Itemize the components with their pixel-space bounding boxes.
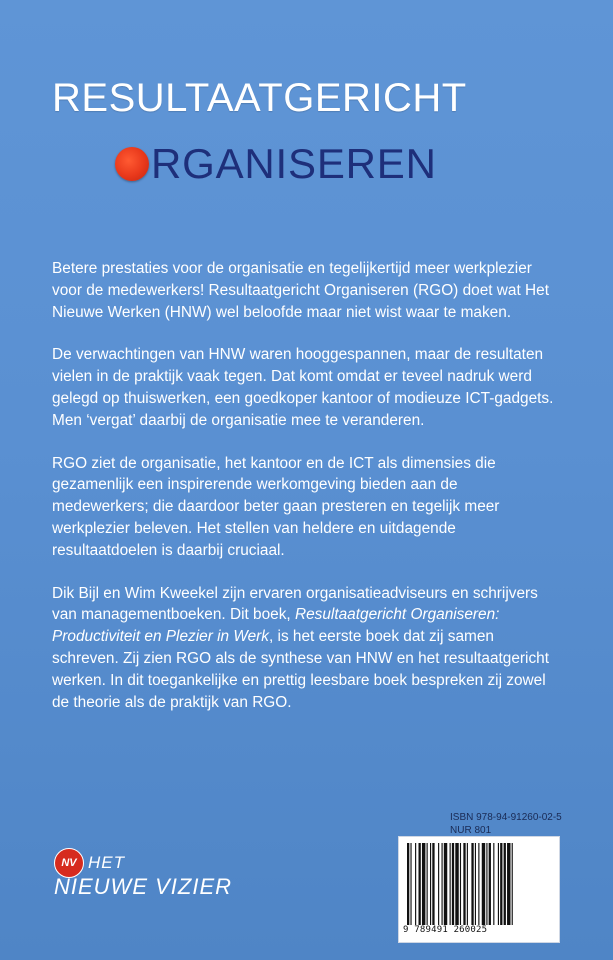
barcode-stripe xyxy=(455,843,458,925)
barcode-stripe xyxy=(430,843,431,925)
barcode-stripe xyxy=(512,843,513,925)
barcode-stripe xyxy=(478,843,479,925)
barcode-stripe xyxy=(498,843,499,925)
blurb-paragraph-3: RGO ziet de organisatie, het kantoor en de ICT als dimensies die gezamenlijk een inspirerende werkomgeving bieden aan de medewerkers; die daardoor beter gaan presteren en tegelijk meer werkplezier beleven. Het stellen van heldere en uitdagende resultaatdoelen is daarbij cruciaal. xyxy=(52,454,500,559)
barcode-stripe xyxy=(475,843,476,925)
barcode-stripe xyxy=(486,843,487,925)
publisher-het: HET xyxy=(88,853,125,872)
barcode-stripe xyxy=(407,843,409,925)
barcode-stripe xyxy=(427,843,428,925)
isbn-block xyxy=(450,811,562,837)
blurb-paragraph-1: Betere prestaties voor de organisatie en tegelijkertijd meer werkplezier voor de medewerkers! Resultaatgericht Organiseren (RGO) doet wat Het Nieuwe Werken (HNW) wel beloofde maar niet wist waar te maken. xyxy=(52,260,549,321)
barcode-stripe xyxy=(460,843,461,925)
barcode-stripe xyxy=(504,843,506,925)
barcode-stripe xyxy=(410,843,411,925)
barcode-stripe xyxy=(500,843,502,925)
nur-text: NUR 801 xyxy=(450,825,492,836)
barcode-stripe xyxy=(507,843,510,925)
barcode-stripe xyxy=(415,843,416,925)
publisher-logo xyxy=(54,848,232,900)
barcode-stripe xyxy=(442,843,443,925)
barcode-number: 9 789491 260025 xyxy=(403,925,488,935)
barcode-stripe xyxy=(489,843,491,925)
barcode-stripe xyxy=(438,843,439,925)
barcode-stripe xyxy=(463,843,465,925)
orange-circle-o-icon xyxy=(115,147,149,181)
p4-after: , is het eerste boek dat zij samen schreven. Zij zien RGO als de synthese van HNW en het resultaatgericht werken. In dit toegankelijke en prettig leesbare boek bespreken zij zowel de theorie als de praktijk van RGO. xyxy=(52,628,549,711)
barcode-stripe xyxy=(482,843,485,925)
p4-book-title: Resultaatgericht Organiseren: Productiviteit en Plezier in Werk xyxy=(52,606,500,646)
title-line-2 xyxy=(115,140,437,188)
barcode-stripe xyxy=(432,843,434,925)
back-cover-blurb xyxy=(52,258,557,734)
barcode-stripe xyxy=(467,843,468,925)
barcode-stripe xyxy=(471,843,473,925)
barcode-stripe xyxy=(493,843,494,925)
nv-logo-icon: NV xyxy=(54,848,84,878)
barcode-stripe xyxy=(452,843,454,925)
barcode-stripe xyxy=(444,843,447,925)
title-line-2-text: RGANISEREN xyxy=(151,140,437,187)
blurb-paragraph-4 xyxy=(52,583,557,714)
publisher-name: NIEUWE VIZIER xyxy=(54,874,233,899)
barcode xyxy=(398,836,560,943)
isbn-text: ISBN 978-94-91260-02-5 xyxy=(450,812,562,823)
barcode-stripe xyxy=(450,843,451,925)
p4-before: Dik Bijl en Wim Kweekel zijn ervaren organisatieadviseurs en schrijvers van managementboeken. Dit boek, xyxy=(52,584,538,624)
barcode-bars xyxy=(407,843,551,925)
blurb-paragraph-2: De verwachtingen van HNW waren hooggespannen, maar de resultaten vielen in de praktijk vaak tegen. Dat komt omdat er teveel nadruk werd gelegd op thuiswerken, een goedkoper kantoor of modieuze ICT-gadgets. Men ‘vergat’ daarbij de organisatie mee te veranderen. xyxy=(52,346,554,429)
barcode-stripe xyxy=(419,843,421,925)
barcode-stripe xyxy=(422,843,425,925)
title-line-1: RESULTAATGERICHT xyxy=(52,76,467,120)
